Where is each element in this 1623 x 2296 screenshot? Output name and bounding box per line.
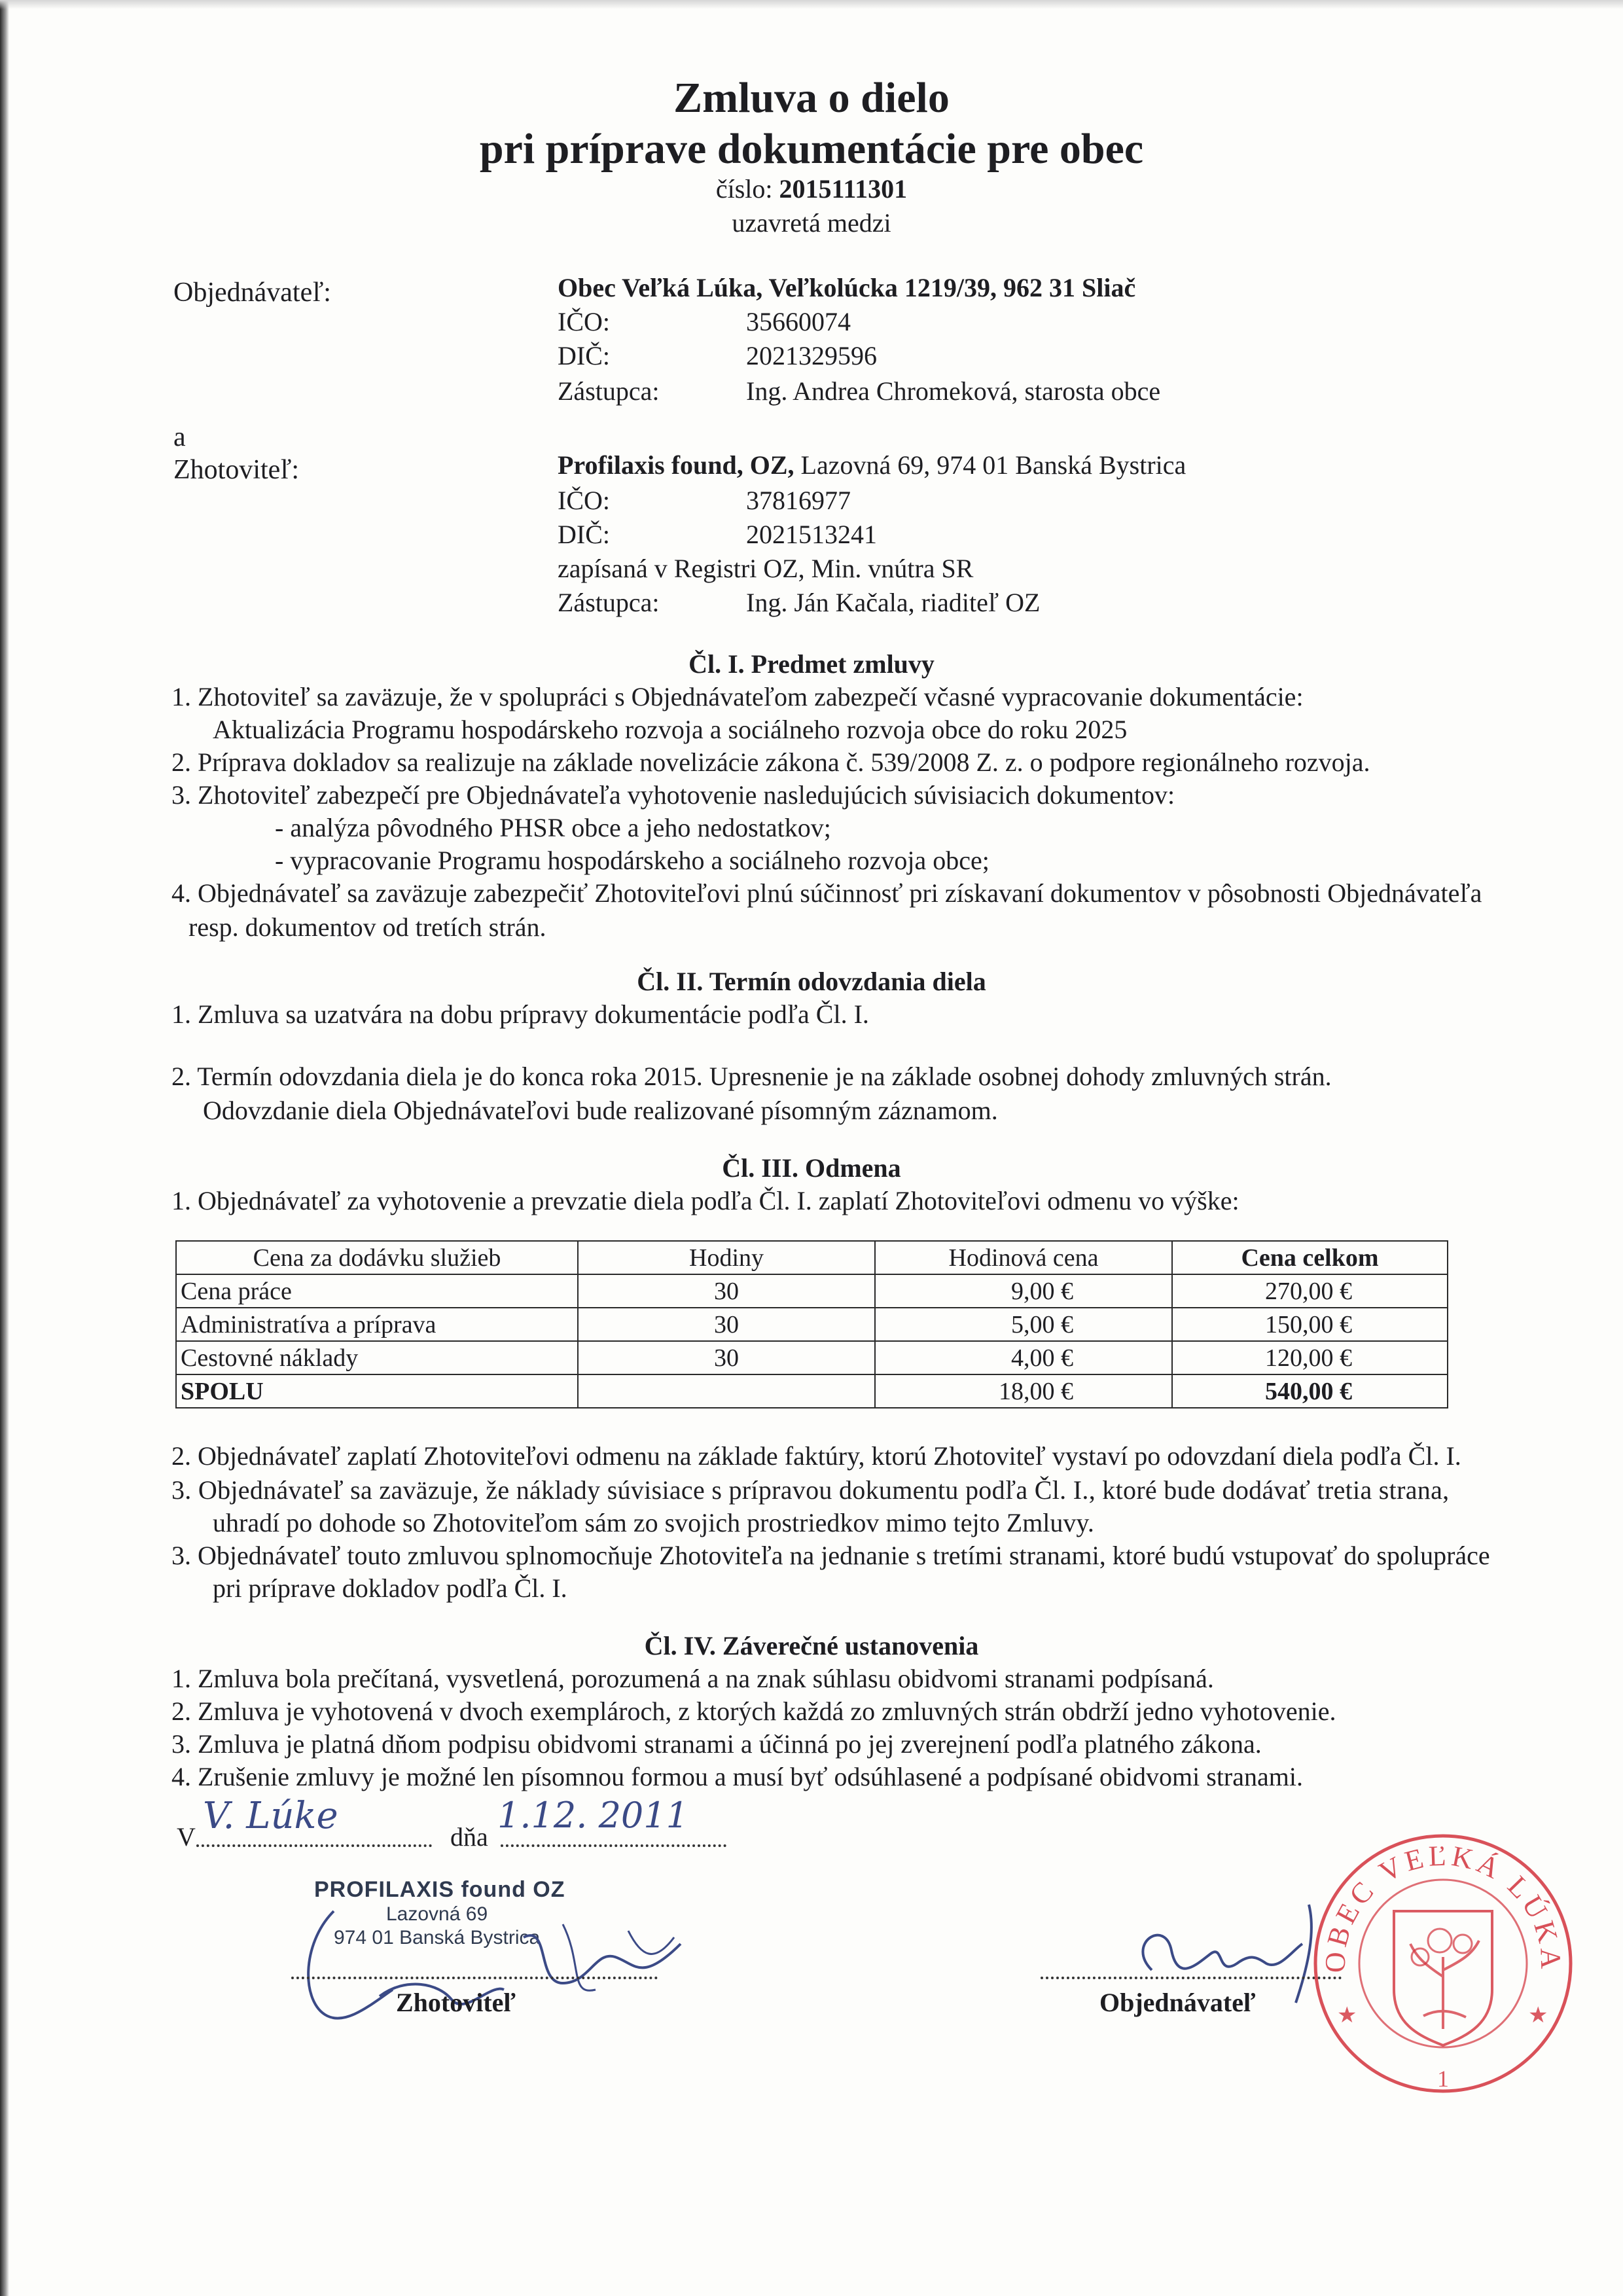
contractor-label: Zhotoviteľ:	[173, 455, 300, 485]
row-hours: 30	[578, 1341, 875, 1374]
total-price: 540,00 €	[1172, 1374, 1448, 1408]
article-1-point-4-cont: resp. dokumentov od tretích strán.	[188, 912, 546, 942]
between-text: uzavretá medzi	[732, 208, 891, 238]
stamp-city: 974 01 Banská Bystrica	[334, 1927, 541, 1948]
orderer-ico: 35660074	[746, 307, 851, 336]
total-rate: 18,00 €	[875, 1374, 1172, 1408]
article-3-point-4: 3. Objednávateľ touto zmluvou splnomocňuje Zhotoviteľa na jednanie s tretími stranami, ktoré budú vstupovať do spolupráce	[171, 1541, 1490, 1570]
date-handwritten: 1.12. 2011	[497, 1795, 688, 1836]
header-hourly-rate: Hodinová cena	[875, 1241, 1172, 1274]
orderer-dic-label: DIČ:	[558, 341, 610, 370]
place-handwritten: V. Lúke	[203, 1795, 338, 1837]
table-row	[176, 1308, 1448, 1341]
contract-number-label: číslo:	[715, 174, 773, 204]
article-3-point-4-cont: pri príprave dokladov podľa Čl. I.	[213, 1573, 567, 1603]
scan-top-band	[0, 0, 1623, 9]
article-1-point-1: 1. Zhotoviteľ sa zaväzuje, že v spolupráci s Objednávateľom zabezpečí včasné vypracovanie dokumentácie:	[171, 682, 1304, 711]
contractor-registry: zapísaná v Registri OZ, Min. vnútra SR	[558, 554, 974, 583]
stamp-name: PROFILAXIS found OZ	[314, 1877, 565, 1902]
contractor-address: Lazovná 69, 974 01 Banská Bystrica	[794, 450, 1186, 480]
contractor-rep: Ing. Ján Kačala, riaditeľ OZ	[746, 588, 1041, 617]
contractor-dic-label: DIČ:	[558, 520, 610, 549]
row-hours: 30	[578, 1274, 875, 1308]
row-label: Cestovné náklady	[176, 1341, 578, 1374]
header-service: Cena za dodávku služieb	[176, 1241, 578, 1274]
row-total: 270,00 €	[1172, 1274, 1448, 1308]
orderer-rep-label: Zástupca:	[558, 376, 660, 406]
row-hours: 30	[578, 1308, 875, 1341]
orderer-label: Objednávateľ:	[173, 278, 331, 308]
article-1-point-3-item-a: - analýza pôvodného PHSR obce a jeho nedostatkov;	[275, 813, 831, 842]
article-1-point-4: 4. Objednávateľ sa zaväzuje zabezpečiť Zhotoviteľovi plnú súčinnosť pri získavaní dokumentov v pôsobnosti Objednávateľa	[171, 878, 1482, 908]
document-subtitle: pri príprave dokumentácie pre obec	[479, 125, 1144, 173]
orderer-name: Obec Veľká Lúka, Veľkolúcka 1219/39, 962 31 Sliač	[558, 273, 1136, 302]
row-total: 120,00 €	[1172, 1341, 1448, 1374]
article-4-point-4: 4. Zrušenie zmluvy je možné len písomnou formou a musí byť odsúhlasené a podpísané obidvomi stranami.	[171, 1762, 1303, 1791]
table-row	[176, 1274, 1448, 1308]
article-2-heading: Čl. II. Termín odovzdania diela	[637, 967, 986, 996]
orderer-ico-label: IČO:	[558, 307, 610, 336]
date-prefix: dňa	[450, 1822, 488, 1852]
contractor-rep-label: Zástupca:	[558, 588, 660, 617]
row-total: 150,00 €	[1172, 1308, 1448, 1341]
article-2-point-2: 2. Termín odovzdania diela je do konca roka 2015. Upresnenie je na základe osobnej dohody zmluvných strán.	[171, 1062, 1332, 1091]
row-label: Cena práce	[176, 1274, 578, 1308]
article-3-heading: Čl. III. Odmena	[722, 1153, 901, 1183]
seal-star-right: ★	[1528, 2002, 1548, 2028]
and-text: a	[173, 422, 186, 452]
contractor-signature-line	[291, 1977, 658, 1979]
stamp-street: Lazovná 69	[386, 1903, 488, 1925]
header-hours: Hodiny	[578, 1241, 875, 1274]
article-3-point-3-cont: uhradí po dohode so Zhotoviteľom sám zo svojich prostriedkov mimo tejto Zmluvy.	[213, 1508, 1094, 1537]
orderer-rep: Ing. Andrea Chromeková, starosta obce	[746, 376, 1161, 406]
article-1-point-3: 3. Zhotoviteľ zabezpečí pre Objednávateľa vyhotovenie nasledujúcich súvisiacich dokumentov:	[171, 780, 1175, 810]
orderer-signature-line	[1041, 1977, 1342, 1979]
contractor-name-bold: Profilaxis found, OZ,	[558, 450, 794, 480]
price-table	[175, 1240, 1448, 1408]
contractor-dic: 2021513241	[746, 520, 877, 549]
article-1-point-1-detail: Aktualizácia Programu hospodárskeho rozvoja a sociálneho rozvoja obce do roku 2025	[213, 715, 1128, 744]
row-rate: 9,00 €	[875, 1274, 1172, 1308]
table-total-row	[176, 1374, 1448, 1408]
contractor-sign-label: Zhotoviteľ	[396, 1988, 516, 2017]
seal-number: 1	[1437, 2066, 1449, 2092]
row-rate: 5,00 €	[875, 1308, 1172, 1341]
scan-edge-shadow	[0, 0, 9, 2296]
place-prefix: V	[177, 1822, 196, 1852]
contractor-ico: 37816977	[746, 486, 851, 515]
article-1-point-2: 2. Príprava dokladov sa realizuje na základe novelizácie zákona č. 539/2008 Z. z. o podpore regionálneho rozvoja.	[171, 747, 1370, 777]
row-label: Administratíva a príprava	[176, 1308, 578, 1341]
article-2-point-2-cont: Odovzdanie diela Objednávateľovi bude realizované písomným záznamom.	[203, 1096, 998, 1125]
price-table-header	[176, 1241, 1448, 1274]
article-2-point-1: 1. Zmluva sa uzatvára na dobu prípravy dokumentácie podľa Čl. I.	[171, 999, 869, 1029]
municipal-seal	[1306, 1826, 1580, 2101]
total-hours	[578, 1374, 875, 1408]
article-4-heading: Čl. IV. Záverečné ustanovenia	[644, 1631, 979, 1660]
row-rate: 4,00 €	[875, 1341, 1172, 1374]
article-4-point-2: 2. Zmluva je vyhotovená v dvoch exemplároch, z ktorých každá zo zmluvných strán obdrží jedno vyhotovenie.	[171, 1696, 1336, 1726]
document-title: Zmluva o dielo	[673, 74, 950, 122]
contract-number-value: 2015111301	[779, 174, 908, 204]
article-3-point-2: 2. Objednávateľ zaplatí Zhotoviteľovi odmenu na základe faktúry, ktorú Zhotoviteľ vystaví po odovzdaní diela podľa Čl. I.	[171, 1441, 1461, 1471]
article-4-point-3: 3. Zmluva je platná dňom podpisu obidvomi stranami a účinná po jej zverejnení podľa platného zákona.	[171, 1729, 1262, 1759]
header-total-price: Cena celkom	[1172, 1241, 1448, 1274]
seal-star-left: ★	[1337, 2002, 1357, 2028]
orderer-sign-label: Objednávateľ	[1099, 1988, 1256, 2017]
orderer-dic: 2021329596	[746, 341, 877, 370]
article-3-point-3: 3. Objednávateľ sa zaväzuje, že náklady súvisiace s prípravou dokumentu podľa Čl. I., ktoré bude dodávať tretia strana,	[171, 1475, 1450, 1505]
table-row	[176, 1341, 1448, 1374]
article-3-point-1: 1. Objednávateľ za vyhotovenie a prevzatie diela podľa Čl. I. zaplatí Zhotoviteľovi odmenu vo výške:	[171, 1186, 1240, 1215]
contract-number	[0, 173, 1623, 205]
seal-text: OBEC VEĽKÁ LÚKA	[1319, 1839, 1567, 1973]
article-4-point-1: 1. Zmluva bola prečítaná, vysvetlená, porozumená a na znak súhlasu obidvomi stranami podpísaná.	[171, 1664, 1214, 1693]
article-1-point-3-item-b: - vypracovanie Programu hospodárskeho a sociálneho rozvoja obce;	[275, 846, 990, 875]
date-dotted-line	[501, 1844, 726, 1847]
total-label: SPOLU	[176, 1374, 578, 1408]
place-dotted-line	[196, 1844, 432, 1847]
article-1-heading: Čl. I. Predmet zmluvy	[688, 649, 935, 679]
contractor-name	[558, 449, 1186, 482]
contractor-ico-label: IČO:	[558, 486, 610, 515]
